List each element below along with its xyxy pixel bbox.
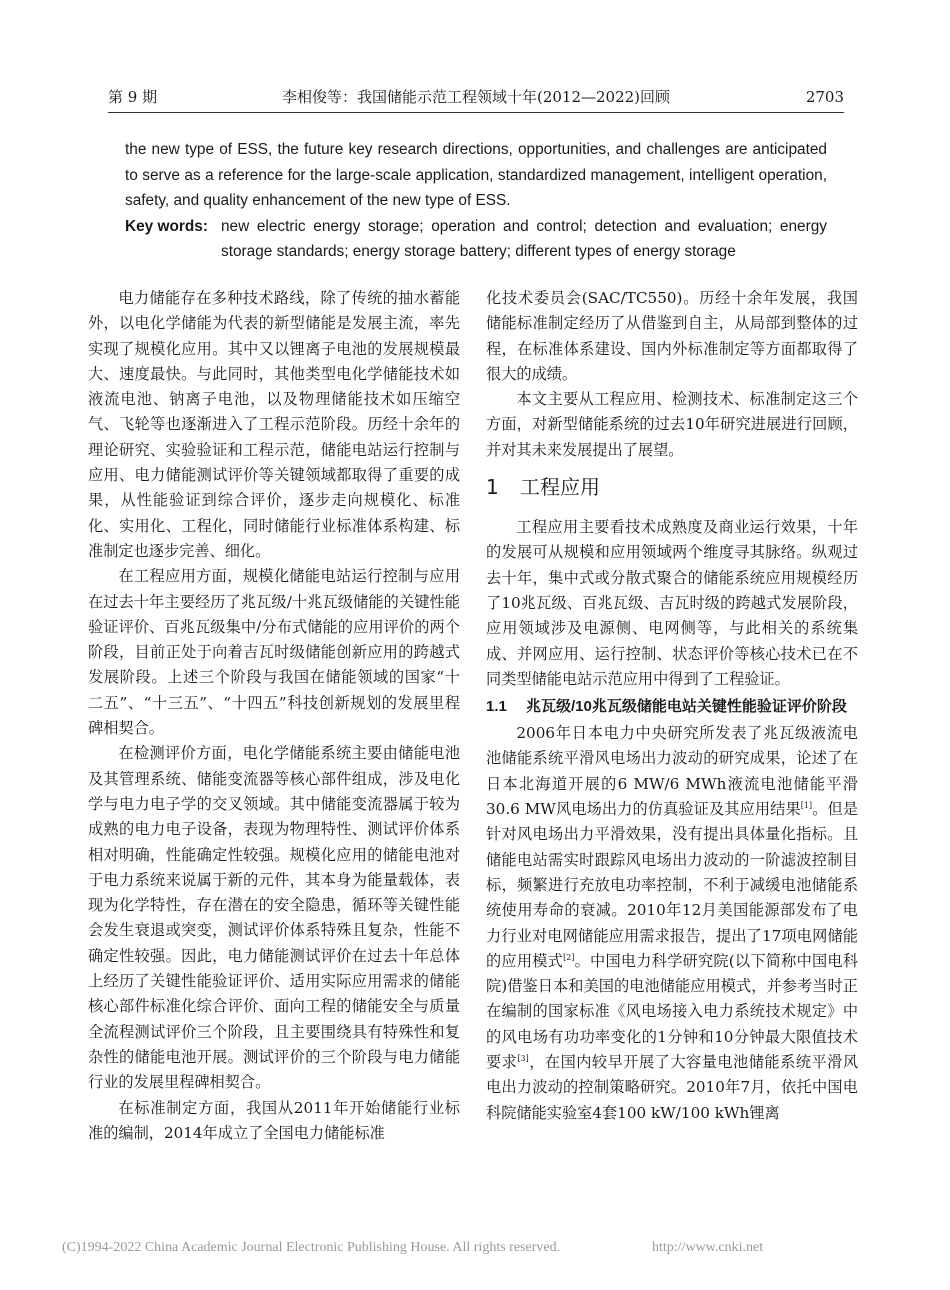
section-number: 1 (486, 475, 499, 500)
abstract-text: the new type of ESS, the future key research directions, opportunities, and challenges are anticipated to serve as a reference for the large-scale application, standardized management, intelligent operation, safety, and quality enhancement of the new type of ESS. (125, 141, 827, 209)
citation-1[interactable]: [1] (800, 801, 813, 811)
subsection-title: 兆瓦级/10兆瓦级储能电站关键性能验证评价阶段 (526, 698, 847, 716)
text-run: 。但是针对风电场出力平滑效果，没有提出具体量化指标。且储能电站需实时跟踪风电场出力波动的一阶滤波控制目标，频繁进行充放电功率控制，不利于减缓电池储能系统使用寿命的衰减。2010年12月美国能源部发布了电力行业对电网储能应用需求报告，提出了17项电网储能的应用模式 (486, 800, 858, 970)
paragraph-continued: 化技术委员会(SAC/TC550)。历经十余年发展，我国储能标准制定经历了从借鉴到自主，从局部到整体的过程，在标准体系建设、国内外标准制定等方面都取得了很大的成绩。 (486, 289, 858, 383)
right-column (486, 286, 858, 1126)
copyright-notice: (C)1994-2022 China Academic Journal Electronic Publishing House. All rights reserved. (62, 1240, 561, 1255)
footer-url[interactable]: http://www.cnki.net (652, 1240, 764, 1255)
citation-3[interactable]: [3] (517, 1054, 529, 1064)
left-column (88, 286, 460, 1146)
text-run: 。中国电力科学研究院(以下简称中国电科院)借鉴日本和美国的电池储能应用模式，并参考当时正在编制的国家标准《风电场接入电力系统技术规定》中的风电场有功功率变化的1分钟和10分钟最大限值技术要求 (486, 951, 859, 1072)
paragraph: 工程应用主要看技术成熟度及商业运行效果，十年的发展可从规模和应用领域两个维度寻其脉络。纵观过去十年，集中式或分散式聚合的储能系统应用规模经历了10兆瓦级、百兆瓦级、吉瓦时级的跨越式发展阶段，应用领域涉及电源侧、电网侧等，与此相关的系统集成、并网应用、运行控制、状态评价等核心技术已在不同类型储能电站示范应用中得到了工程验证。 (486, 518, 858, 688)
running-title: 李相俊等：我国储能示范工程领域十年(2012—2022)回顾 (281, 88, 671, 106)
text-run: 2006年日本电力中央研究所发表了兆瓦级液流电池储能系统平滑风电场出力波动的研究成果，论述了在日本北海道开展的6 MW/6 MWh液流电池储能平滑30.6 MW风电场出力的仿真验证及其应用结果 (486, 724, 858, 819)
text-run: ，在国内较早开展了大容量电池储能系统平滑风电出力波动的控制策略研究。2010年7月，依托中国电科院储能实验室4套100 kW/100 kWh锂离 (486, 1053, 859, 1122)
footer (62, 1240, 892, 1256)
issue-number: 第 9 期 (108, 88, 158, 106)
section-title: 工程应用 (520, 475, 600, 500)
paragraph (486, 721, 858, 1126)
page-number: 2703 (805, 88, 844, 106)
keywords (125, 214, 827, 265)
running-header (108, 86, 844, 112)
paragraph: 本文主要从工程应用、检测技术、标准制定这三个方面，对新型储能系统的过去10年研究进展进行回顾，并对其未来发展提出了展望。 (486, 390, 858, 459)
paragraph: 电力储能存在多种技术路线，除了传统的抽水蓄能外，以电化学储能为代表的新型储能是发展主流，率先实现了规模化应用。其中又以锂离子电池的发展规模最大、速度最快。与此同时，其他类型电化学储能技术如液流电池、钠离子电池，以及物理储能技术如压缩空气、飞轮等也逐渐进入了工程示范阶段。历经十余年的理论研究、实验验证和工程示范，储能电站运行控制与应用、电力储能测试评价等关键领域都取得了重要的成果，从性能验证到综合评价，逐步走向规模化、标准化、实用化、工程化，同时储能行业标准体系构建、标准制定也逐步完善、细化。 (88, 289, 460, 560)
citation-2[interactable]: [2] (563, 952, 575, 962)
header-divider (108, 112, 844, 113)
section-heading (486, 473, 858, 503)
subsection-heading (486, 694, 858, 719)
keywords-label: Key words: (125, 217, 208, 235)
subsection-number: 1.1 (486, 698, 507, 716)
english-abstract (125, 137, 827, 265)
paragraph: 在工程应用方面，规模化储能电站运行控制与应用在过去十年主要经历了兆瓦级/十兆瓦级储能的关键性能验证评价、百兆瓦级集中/分布式储能的应用评价的两个阶段，目前正处于向着吉瓦时级储能创新应用的跨越式发展阶段。上述三个阶段与我国在储能领域的国家“十二五”、“十三五”、“十四五”科技创新规划的发展里程碑相契合。 (88, 567, 460, 738)
paragraph: 在标准制定方面，我国从2011年开始储能行业标准的编制，2014年成立了全国电力储能标准 (88, 1098, 460, 1142)
paragraph: 在检测评价方面，电化学储能系统主要由储能电池及其管理系统、储能变流器等核心部件组成，涉及电化学与电力电子学的交叉领域。其中储能变流器属于较为成熟的电力电子设备，表现为物理特性、测试评价体系相对明确，性能确定性较强。规模化应用的储能电池对于电力系统来说属于新的元件，其本身为能量载体，表现为化学特性，存在潜在的安全隐患，循环等关键性能会发生衰退或突变，测试评价体系特殊且复杂，性能不确定性较强。因此，电力储能测试评价在过去十年总体上经历了关键性能验证评价、适用实际应用需求的储能核心部件标准化综合评价、面向工程的储能安全与质量全流程测试评价三个阶段，且主要围绕具有特殊性和复杂性的储能电池开展。测试评价的三个阶段与电力储能行业的发展里程碑相契合。 (88, 744, 460, 1092)
keywords-text: new electric energy storage; operation and control; detection and evaluation; energy storage standards; energy storage battery; different types of energy storage (221, 217, 827, 260)
